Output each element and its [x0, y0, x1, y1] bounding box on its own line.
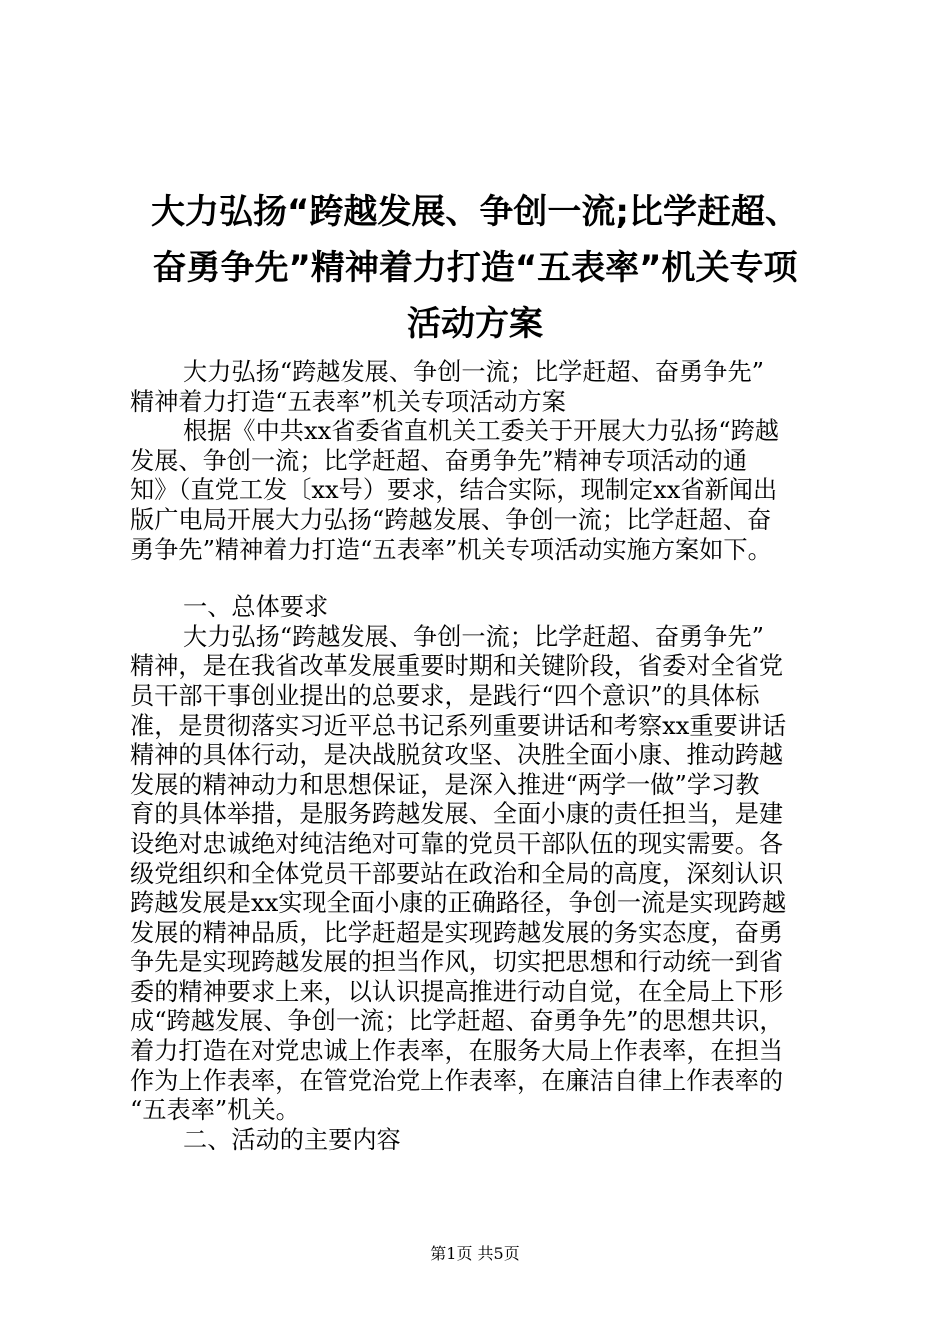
title-line-3: 活动方案	[407, 304, 543, 344]
body-line: 作为上作表率，在管党治党上作表率，在廉洁自律上作表率的	[130, 1066, 784, 1095]
body-line: “五表率”机关。	[130, 1096, 300, 1125]
body-line: 发展的精神动力和思想保证，是深入推进“两学一做”学习教	[130, 770, 760, 799]
paragraph-gap	[130, 565, 830, 593]
body-line: 精神着力打造“五表率”机关专项活动方案	[130, 387, 566, 416]
document-body	[130, 358, 830, 1155]
section-heading: 二、活动的主要内容	[183, 1125, 401, 1154]
body-line: 大力弘扬“跨越发展、争创一流；比学赶超、奋勇争先”	[183, 622, 765, 651]
body-line: 知》（直党工发〔xx号）要求，结合实际，现制定xx省新闻出	[130, 476, 778, 505]
body-line: 大力弘扬“跨越发展、争创一流；比学赶超、奋勇争先”	[183, 358, 765, 386]
document-title	[100, 184, 850, 352]
body-line: 育的具体举措，是服务跨越发展、全面小康的责任担当，是建	[130, 800, 784, 829]
body-line: 精神，是在我省改革发展重要时期和关键阶段，省委对全省党	[130, 652, 784, 681]
title-line-1: 大力弘扬“跨越发展、争创一流;比学赶超、	[151, 192, 799, 232]
body-line: 委的精神要求上来，以认识提高推进行动自觉，在全局上下形	[130, 977, 784, 1006]
page-number: 第1页 共5页	[430, 1244, 520, 1263]
body-line: 设绝对忠诚绝对纯洁绝对可靠的党员干部队伍的现实需要。各	[130, 829, 784, 858]
body-line: 级党组织和全体党员干部要站在政治和全局的高度，深刻认识	[130, 859, 784, 888]
body-line: 跨越发展是xx实现全面小康的正确路径，争创一流是实现跨越	[130, 889, 787, 918]
body-line: 精神的具体行动，是决战脱贫攻坚、决胜全面小康、推动跨越	[130, 741, 784, 770]
body-line: 准，是贯彻落实习近平总书记系列重要讲话和考察xx重要讲话	[130, 711, 787, 740]
section-heading: 一、总体要求	[183, 593, 329, 622]
body-line: 勇争先”精神着力打造“五表率”机关专项活动实施方案如下。	[130, 535, 772, 564]
body-line: 版广电局开展大力弘扬“跨越发展、争创一流；比学赶超、奋	[130, 505, 772, 534]
title-line-2: 奋勇争先”精神着力打造“五表率”机关专项	[152, 248, 798, 288]
body-line: 争先是实现跨越发展的担当作风，切实把思想和行动统一到省	[130, 948, 784, 977]
body-line: 发展、争创一流；比学赶超、奋勇争先”精神专项活动的通	[130, 446, 748, 475]
body-line: 根据《中共xx省委省直机关工委关于开展大力弘扬“跨越	[183, 417, 779, 446]
body-line: 成“跨越发展、争创一流；比学赶超、奋勇争先”的思想共识，	[130, 1007, 784, 1036]
body-line: 着力打造在对党忠诚上作表率，在服务大局上作表率，在担当	[130, 1037, 784, 1066]
body-line: 发展的精神品质，比学赶超是实现跨越发展的务实态度，奋勇	[130, 918, 784, 947]
body-line: 员干部干事创业提出的总要求，是践行“四个意识”的具体标	[130, 681, 760, 710]
